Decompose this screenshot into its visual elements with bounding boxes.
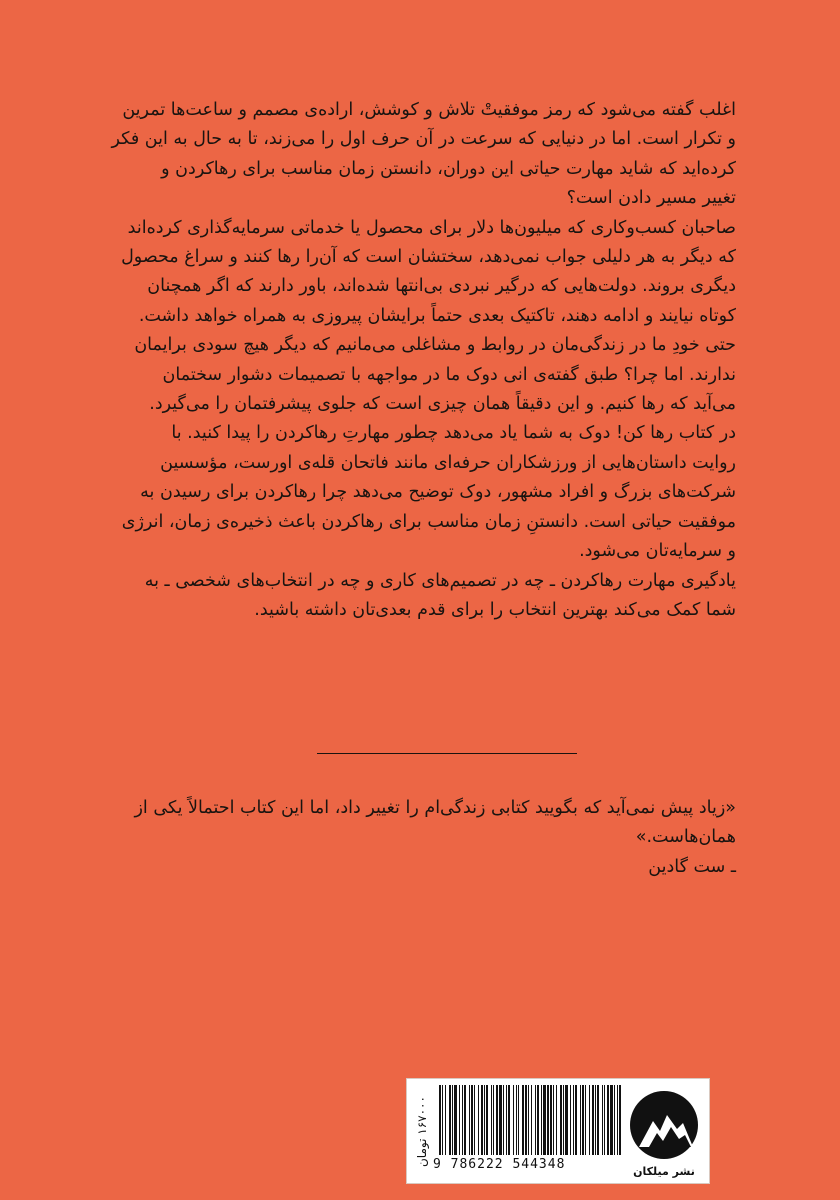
barcode-bar bbox=[481, 1085, 483, 1155]
barcode-bar bbox=[496, 1085, 498, 1155]
barcode-bar bbox=[582, 1085, 584, 1155]
barcode-bar bbox=[541, 1085, 542, 1155]
barcode-bar bbox=[531, 1085, 532, 1155]
barcode-bar bbox=[474, 1085, 475, 1155]
barcode-bar bbox=[563, 1085, 564, 1155]
barcode-bar bbox=[518, 1085, 519, 1155]
quote-author: ـ ست گادین bbox=[648, 857, 736, 877]
barcode-label bbox=[406, 1078, 710, 1184]
barcode-bar bbox=[560, 1085, 562, 1155]
barcode-bar bbox=[535, 1085, 536, 1155]
barcode-bar bbox=[547, 1085, 549, 1155]
barcode-bar bbox=[445, 1085, 446, 1155]
barcode-bar bbox=[570, 1085, 571, 1155]
barcode-bar bbox=[592, 1085, 594, 1155]
barcode-bar bbox=[449, 1085, 451, 1155]
barcode-bar bbox=[522, 1085, 524, 1155]
barcode-bar bbox=[462, 1085, 463, 1155]
barcode-bar bbox=[602, 1085, 603, 1155]
publisher-name: نشر میلکان bbox=[633, 1165, 695, 1178]
barcode-bar bbox=[553, 1085, 554, 1155]
barcode-bar bbox=[543, 1085, 546, 1155]
barcode-bar bbox=[486, 1085, 488, 1155]
barcode-bar bbox=[516, 1085, 517, 1155]
barcode-bar bbox=[619, 1085, 621, 1155]
barcode-bar bbox=[452, 1085, 453, 1155]
barcode-bar bbox=[491, 1085, 492, 1155]
barcode-bar bbox=[525, 1085, 527, 1155]
barcode-bar bbox=[484, 1085, 485, 1155]
barcode-bar bbox=[459, 1085, 460, 1155]
barcode-bar bbox=[604, 1085, 605, 1155]
barcode-bar bbox=[503, 1085, 504, 1155]
back-cover-description: اغلب گفته می‌شود که رمز موفقیتْ تلاش و کوشش، اراده‌ی مصمم و ساعت‌ها تمرین و تکرار است. اما در دنیایی که سرعت در آن حرف اول را می‌زند، تا به حال به این فکر کرده‌اید که شاید مهارت حیاتی این دوران، دانستن زمان مناسب برای رهاکردن و تغییر مسیر دادن است؟ صاحبان کسب‌وکاری که میلیون‌ها دلار برای محصول یا خدماتی سرمایه‌گذاری کرده‌اند که دیگر به هر دلیلی جواب نمی‌دهد، سختشان است که آن‌را رها کنند و سراغ محصول دیگری بروند. دولت‌هایی که درگیر نبردی بی‌انتها شده‌اند، باور دارند که اگر همچنان کوتاه نیایند و ادامه دهند، تاکتیک بعدی حتماً برایشان پیروزی به همراه خواهد داشت. حتی خودِ ما در زندگی‌مان در روابط و مشاغلی می‌مانیم که دیگر هیچ سودی برایمان ندارند. اما چرا؟ طبق گفته‌ی انی دوک ما در مواجهه با تصمیمات دشوار سختمان می‌آید که رها کنیم. و این دقیقاً همان چیزی است که جلوی پیشرفتمان را می‌گیرد. در کتاب رها کن! دوک به شما یاد می‌دهد چطور مهارتِ رهاکردن را پیدا کنید. با روایت داستان‌هایی از ورزشکاران حرفه‌ای مانند فاتحان قله‌ی اورست، مؤسسین شرکت‌های بزرگ و افراد مشهور، دوک توضیح می‌دهد چرا رهاکردن برای رسیدن به موفقیت حیاتی است. دانستنِ زمان مناسب برای رهاکردن باعث ذخیره‌ی زمان، انرژی و سرمایه‌تان می‌شود. یادگیری مهارت رهاکردن ـ چه در تصمیم‌های کاری و چه در انتخاب‌های شخصی ـ به شما کمک می‌کند بهترین انتخاب را برای قدم بعدی‌تان داشته باشید. bbox=[111, 100, 736, 620]
barcode-bar bbox=[589, 1085, 590, 1155]
section-divider bbox=[317, 753, 577, 754]
barcode-bar bbox=[617, 1085, 618, 1155]
barcode-bar bbox=[537, 1085, 539, 1155]
barcode-bar bbox=[471, 1085, 473, 1155]
barcode-bar bbox=[595, 1085, 596, 1155]
barcode-bar bbox=[597, 1085, 599, 1155]
barcode-bar bbox=[610, 1085, 613, 1155]
barcode-bar bbox=[442, 1085, 443, 1155]
barcode-bar bbox=[499, 1085, 502, 1155]
barcode-bar bbox=[493, 1085, 494, 1155]
barcode-bar bbox=[469, 1085, 470, 1155]
barcode-bar bbox=[614, 1085, 615, 1155]
barcode-bar bbox=[513, 1085, 514, 1155]
barcode-bar bbox=[464, 1085, 466, 1155]
barcode-bar bbox=[585, 1085, 586, 1155]
barcode-bar bbox=[506, 1085, 507, 1155]
barcode-bar bbox=[550, 1085, 552, 1155]
barcode-bar bbox=[565, 1085, 568, 1155]
price-label: ۱۶۷۰۰۰ تومان bbox=[415, 1096, 429, 1168]
barcode-bar bbox=[478, 1085, 479, 1155]
barcode-bar bbox=[573, 1085, 574, 1155]
barcode-bar bbox=[528, 1085, 529, 1155]
endorsement-quote: «زیاد پیش نمی‌آید که بگویید کتابی زندگی‌ام را تغییر داد، اما این کتاب احتمالاً یکی از همان‌هاست.» bbox=[134, 798, 736, 848]
barcode-bar bbox=[439, 1085, 441, 1155]
barcode-bar bbox=[575, 1085, 577, 1155]
isbn-number: 9 786222 544348 bbox=[433, 1157, 566, 1172]
barcode-bar bbox=[556, 1085, 557, 1155]
isbn-barcode bbox=[437, 1085, 623, 1155]
barcode-bar bbox=[454, 1085, 457, 1155]
barcode-bar bbox=[580, 1085, 581, 1155]
barcode-bar bbox=[607, 1085, 609, 1155]
barcode-bar bbox=[508, 1085, 510, 1155]
